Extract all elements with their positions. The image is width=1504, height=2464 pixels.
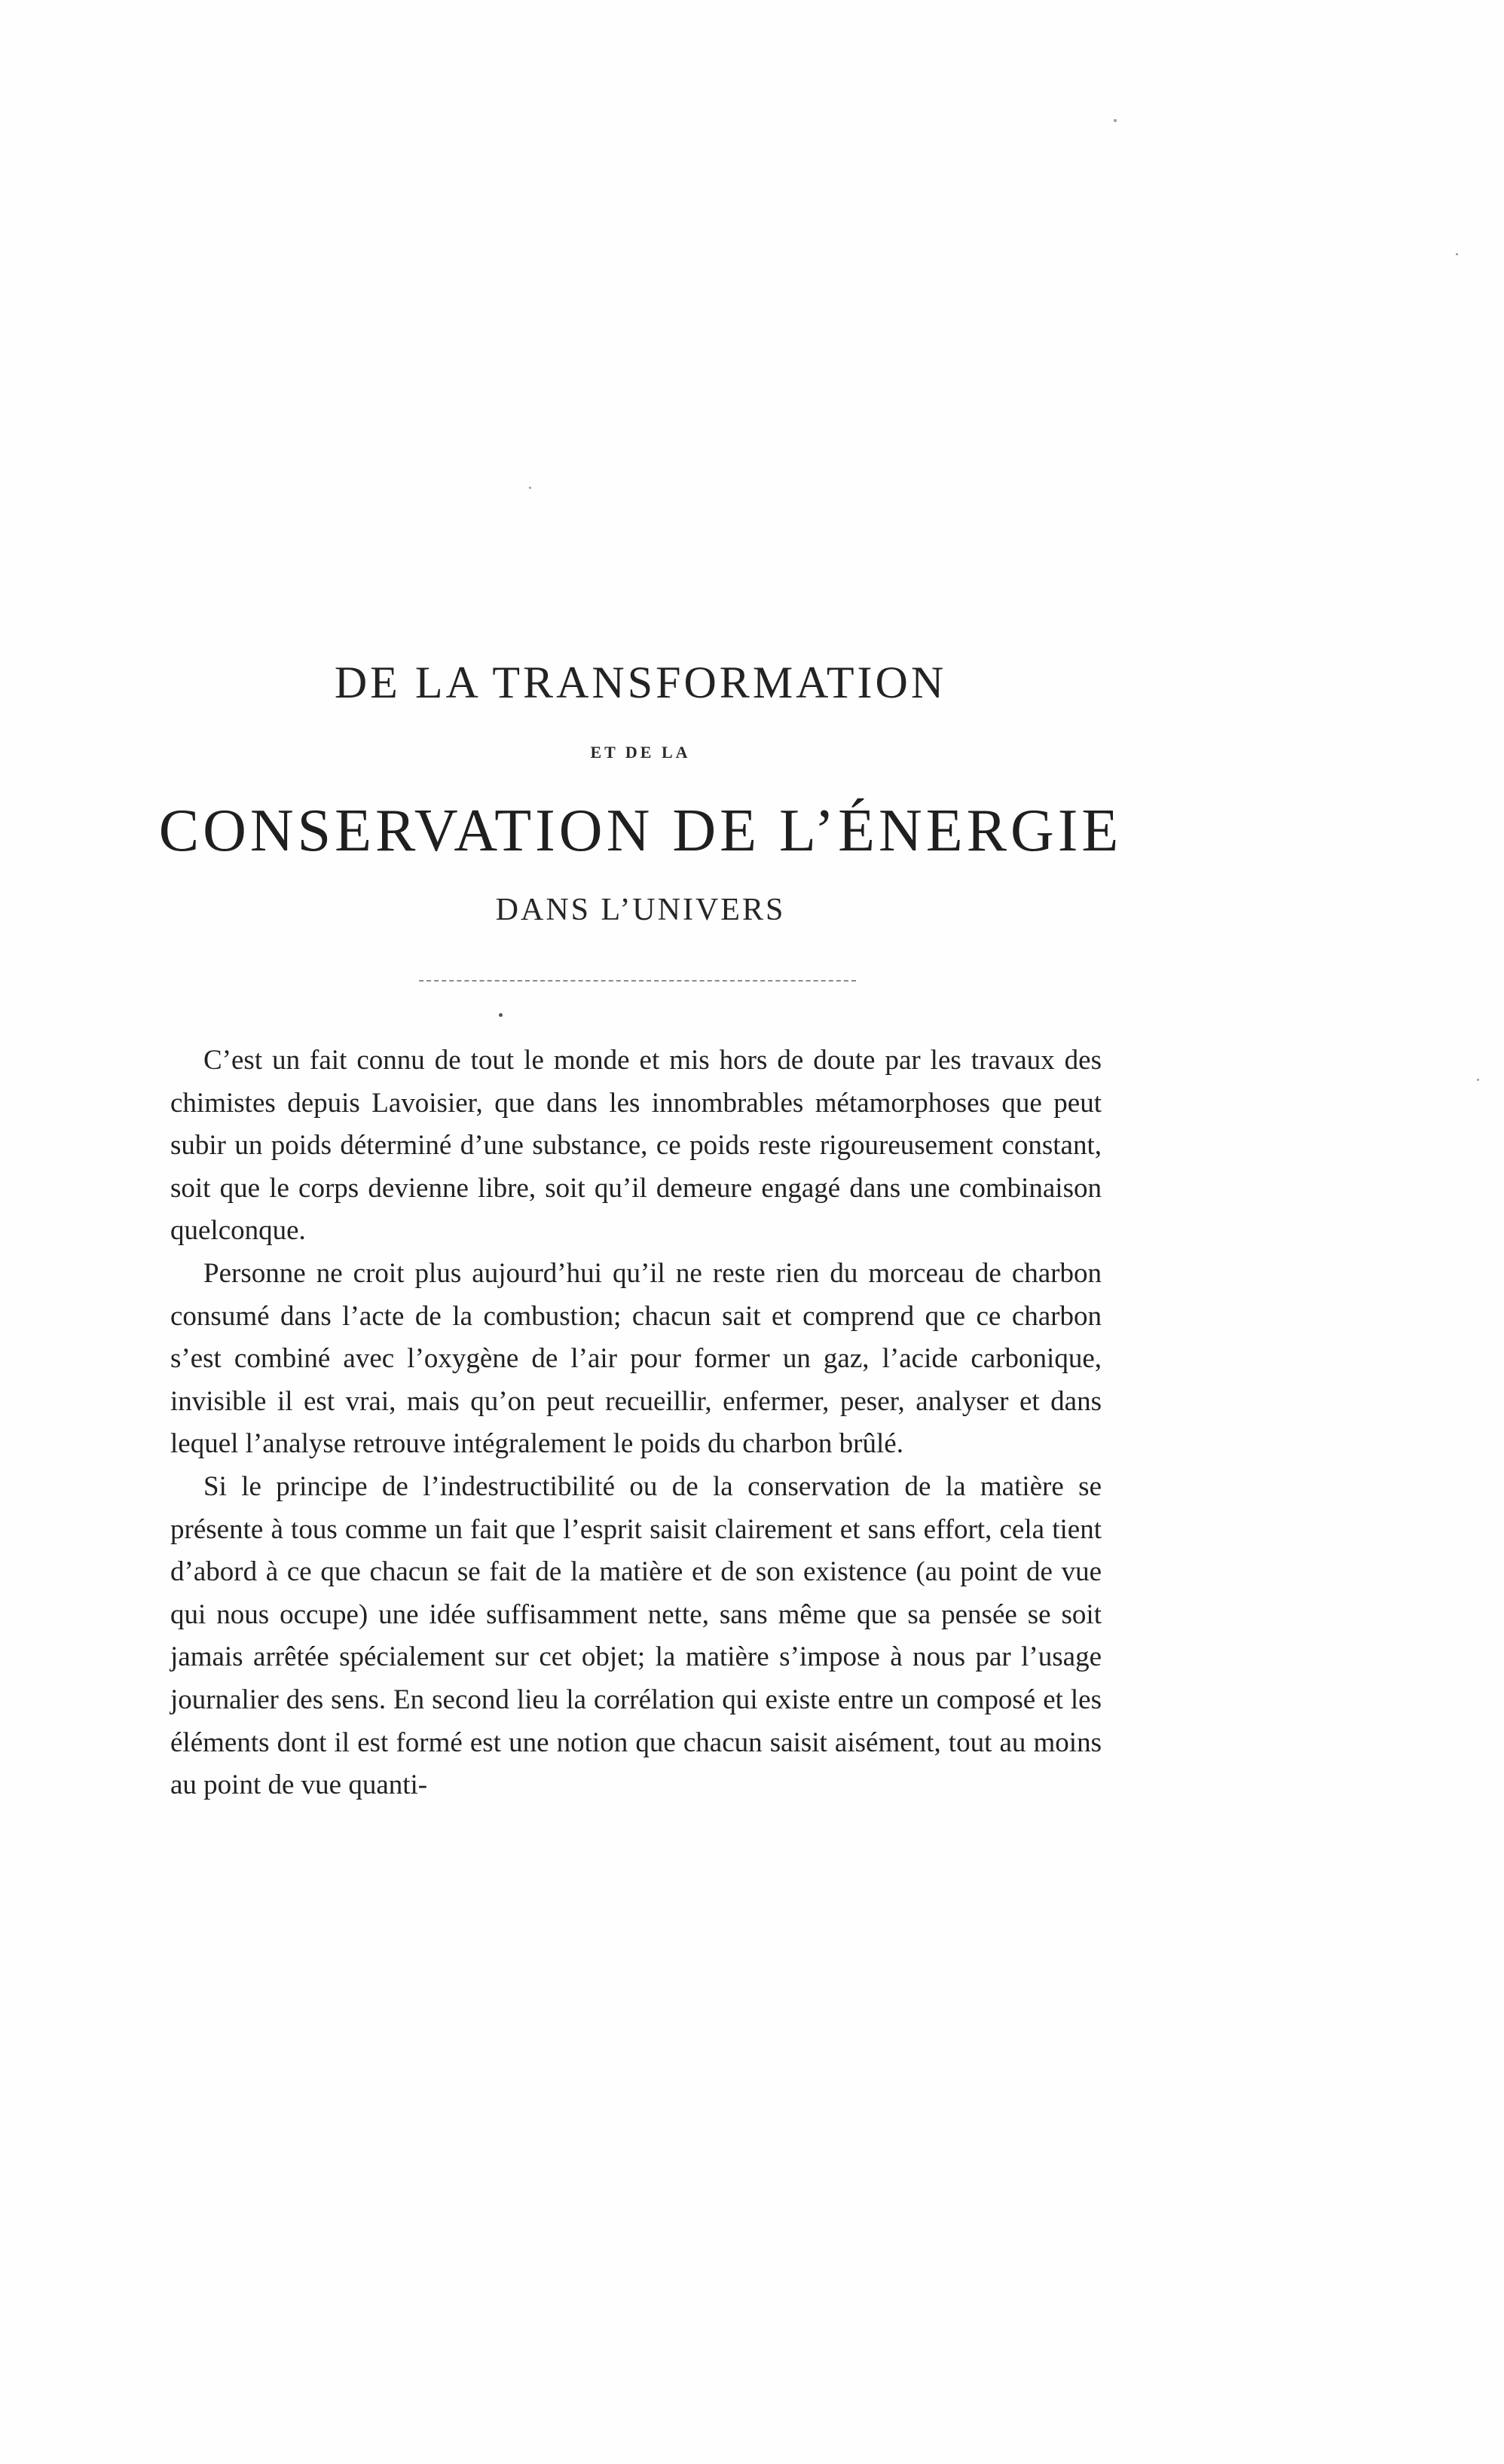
paper-speck	[1114, 119, 1117, 122]
paper-speck	[1477, 1079, 1479, 1081]
paragraph-3: Si le principe de l’indestructibilité ou de la conservation de la matière se présente à tous comme un fait que l’esprit saisit clairement et sans effort, cela tient d’abord à ce que chacun se fait de la matière et de son existence (au point de vue qui nous occupe) une idée suffisamment nette, sans même que sa pensée se soit jamais arrêtée spécialement sur cet objet; la matière s’impose à nous par l’usage journalier des sens. En second lieu la corrélation qui existe entre un composé et les éléments dont il est formé est une notion que chacun saisit aisément, tout au moins au point de vue quanti-	[170, 1470, 1102, 1801]
article-body	[170, 1040, 1102, 1807]
section-divider	[419, 980, 856, 982]
paper-speck	[529, 487, 531, 489]
paragraph-2: Personne ne croit plus aujourd’hui qu’il ne reste rien du morceau de charbon consumé dans l’acte de la combustion; chacun sait et comprend que ce charbon s’est combiné avec l’oxygène de l’air pour former un gaz, l’acide carbonique, invisible il est vrai, mais qu’on peut recueillir, enfermer, peser, analyser et dans lequel l’analyse retrouve intégralement le poids du charbon brûlé.	[170, 1257, 1102, 1460]
title-line-3: DANS L’UNIVERS	[495, 893, 786, 927]
paragraph-1: C’est un fait connu de tout le monde et mis hors de doute par les travaux des chimistes depuis Lavoisier, que dans les innombrables métamorphoses que peut subir un poids déterminé d’une substance, ce poids reste rigoureusement constant, soit que le corps devienne libre, soit qu’il demeure engagé dans une combinaison quelconque.	[170, 1045, 1102, 1247]
title-connector: ET DE LA	[590, 743, 691, 762]
paper-speck	[1456, 253, 1458, 255]
title-line-1: DE LA TRANSFORMATION	[334, 658, 947, 707]
divider-dot	[499, 1013, 503, 1017]
title-line-2: CONSERVATION DE L’ÉNERGIE	[158, 798, 1123, 864]
